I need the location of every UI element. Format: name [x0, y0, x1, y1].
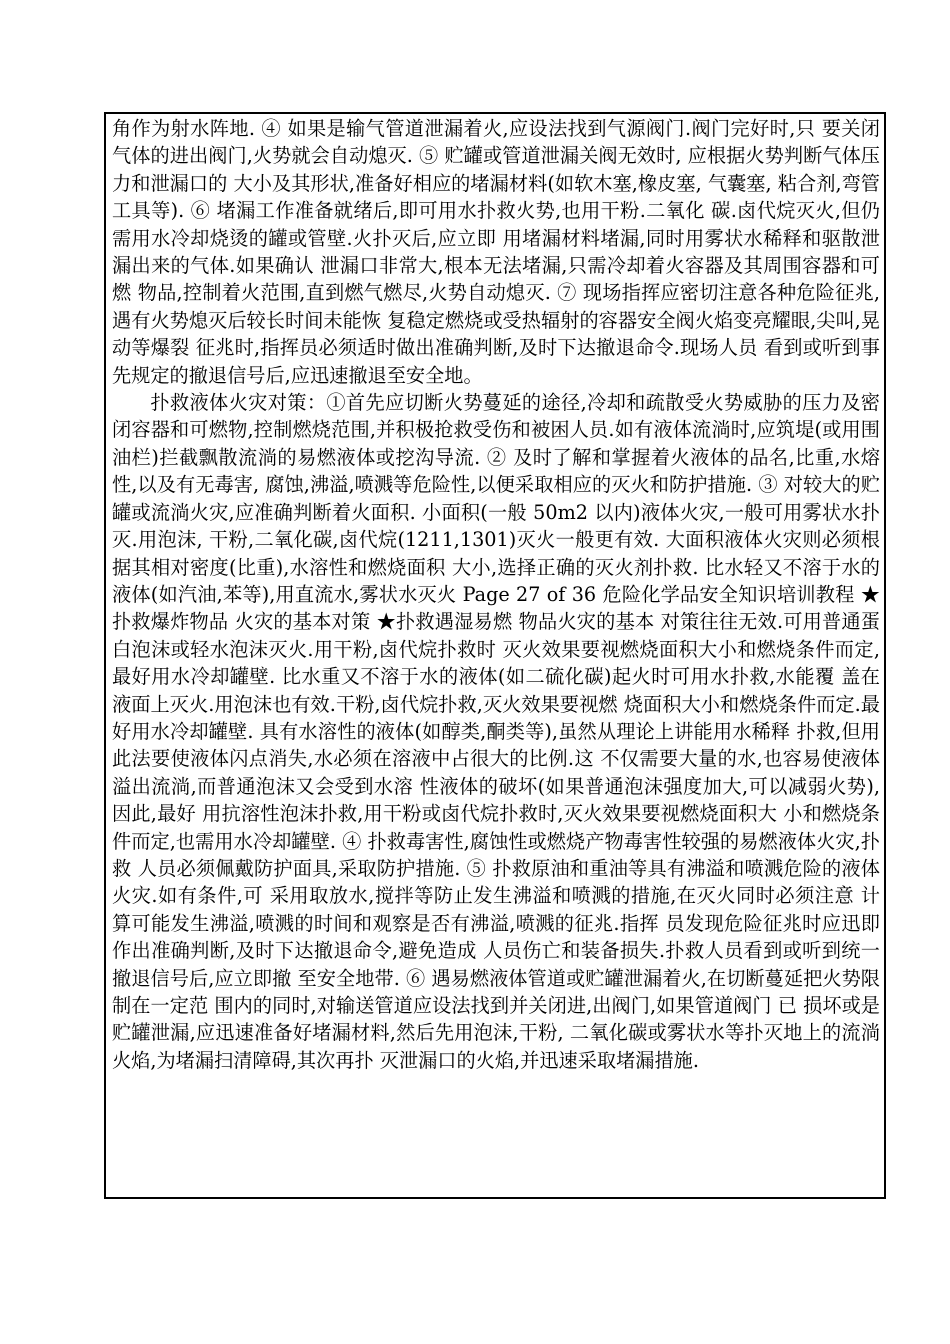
paragraph-gas-fire-continued: 角作为射水阵地. ④ 如果是输气管道泄漏着火,应设法找到气源阀门.阀门完好时,只 要关闭气体的进出阀门,火势就会自动熄灭. ⑤ 贮罐或管道泄漏关阀无效时, 应根据火势判断气体压力和泄漏口的 大小及其形状,准备好相应的堵漏材料(如软木塞,橡皮塞, 气囊塞, 粘合剂,弯管工具等). ⑥ 堵漏工作准备就绪后,即可用水扑救火势,也用干粉.二氧化 碳.卤代烷灭火,但仍需用水冷却烧烫的罐或管壁.火扑灭后,应立即 用堵漏材料堵漏,同时用雾状水稀释和驱散泄漏出来的气体.如果确认 泄漏口非常大,根本无法堵漏,只需冷却着火容器及其周围容器和可燃 物品,控制着火范围,直到燃气燃尽,火势自动熄灭. ⑦ 现场指挥应密切注意各种危险征兆,遇有火势熄灭后较长时间未能恢 复稳定燃烧或受热辐射的容器安全阀火焰变亮耀眼,尖叫,晃动等爆裂 征兆时,指挥员必须适时做出准确判断,及时下达撤退命令.现场人员 看到或听到事先规定的撤退信号后,应迅速撤退至安全地。: [112, 117, 880, 387]
paragraph-liquid-fire-countermeasures: 扑救液体火灾对策：①首先应切断火势蔓延的途径,冷却和疏散受火势威胁的压力及密 闭容器和可燃物,控制燃烧范围,并积极抢救受伤和被困人员.如有液体流淌时,应筑堤(或用围油栏)拦截飘散流淌的易燃液体或挖沟导流. ② 及时了解和掌握着火液体的品名,比重,水熔性,以及有无毒害, 腐蚀,沸溢,喷溅等危险性,以便采取相应的灭火和防护措施. ③ 对较大的贮罐或流淌火灾,应准确判断着火面积. 小面积(一般 50m2 以内)液体火灾,一般可用雾状水扑灭.用泡沫, 干粉,二氧化碳,卤代烷(1211,1301)灭火一般更有效. 大面积液体火灾则必须根据其相对密度(比重),水溶性和燃烧面积 大小,选择正确的灭火剂扑救. 比水轻又不溶于水的液体(如汽油,苯等),用直流水,雾状水灭火 Page 27 of 36 危险化学品安全知识培训教程 ★扑救爆炸物品 火灾的基本对策 ★扑救遇湿易燃 物品火灾的基本 对策往往无效.可用普通蛋白泡沫或轻水泡沫灭火.用干粉,卤代烷扑救时 灭火效果要视燃烧面积大小和燃烧条件而定,最好用水冷却罐壁. 比水重又不溶于水的液体(如二硫化碳)起火时可用水扑救,水能覆 盖在液面上灭火.用泡沫也有效.干粉,卤代烷扑救,灭火效果要视燃 烧面积大小和燃烧条件而定.最好用水冷却罐壁. 具有水溶性的液体(如醇类,酮类等),虽然从理论上讲能用水稀释 扑救,但用此法要使液体闪点消失,水必须在溶液中占很大的比例.这 不仅需要大量的水,也容易使液体溢出流淌,而普通泡沫又会受到水溶 性液体的破坏(如果普通泡沫强度加大,可以减弱火势),因此,最好 用抗溶性泡沫扑救,用干粉或卤代烷扑救时,灭火效果要视燃烧面积大 小和燃烧条件而定,也需用水冷却罐壁. ④ 扑救毒害性,腐蚀性或燃烧产物毒害性较强的易燃液体火灾,扑救 人员必须佩戴防护面具,采取防护措施. ⑤ 扑救原油和重油等具有沸溢和喷溅危险的液体火灾.如有条件,可 采用取放水,搅拌等防止发生沸溢和喷溅的措施,在灭火同时必须注意 计 算可能发生沸溢,喷溅的时间和观察是否有沸溢,喷溅的征兆.指挥 员发现危险征兆时应迅即作出准确判断,及时下达撤退命令,避免造成 人员伤亡和装备损失.扑救人员看到或听到统一撤退信号后,应立即撤 至安全地带. ⑥ 遇易燃液体管道或贮罐泄漏着火,在切断蔓延把火势限制在一定范 围内的同时,对输送管道应设法找到并关闭进,出阀门,如果管道阀门 已 损坏或是贮罐泄漏,应迅速准备好堵漏材料,然后先用泡沫,干粉, 二氧化碳或雾状水等扑灭地上的流淌火焰,为堵漏扫清障碍,其次再扑 灭泄漏口的火焰,并迅速采取堵漏措施.: [112, 391, 881, 1072]
document-body: [112, 115, 880, 1074]
